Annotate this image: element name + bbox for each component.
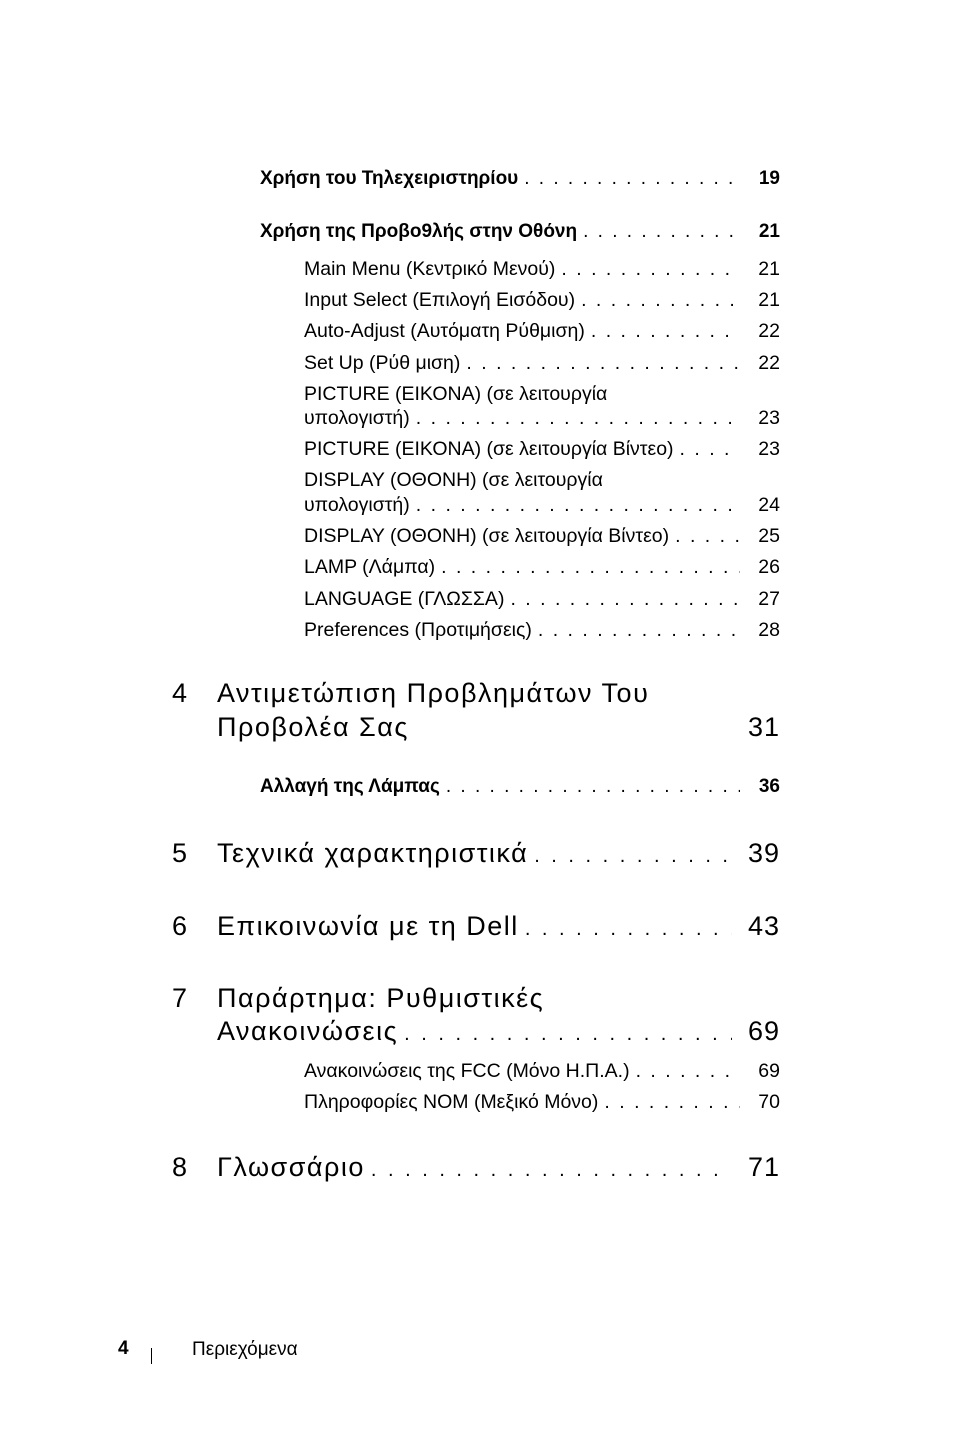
toc-entry-title: υπολογιστή) xyxy=(304,407,410,429)
leader-dots xyxy=(446,776,740,798)
toc-entry-title: Αλλαγή της Λάμπας xyxy=(260,776,440,797)
chapter-title-line1: Παράρτημα: Ρυθμιστικές xyxy=(217,983,545,1013)
leader-dots xyxy=(525,918,732,941)
chapter-title: Ανακοινώσεις xyxy=(217,1016,399,1046)
chapter-title: Προβολέα Σας xyxy=(217,712,409,742)
leader-dots xyxy=(591,320,740,343)
toc-entry-nom-info[interactable] xyxy=(304,1091,780,1114)
toc-chapter-regulatory[interactable] xyxy=(217,1016,780,1047)
leader-dots xyxy=(538,619,740,642)
toc-entry-page: 19 xyxy=(758,168,780,189)
toc-entry-remote-control[interactable] xyxy=(260,168,780,190)
leader-dots xyxy=(680,438,740,461)
toc-entry-fcc-notices[interactable] xyxy=(304,1060,780,1083)
chapter-page: 43 xyxy=(747,911,780,941)
toc-entry-page: 22 xyxy=(758,352,780,374)
toc-entry-picture-pc-line1: PICTURE (ΕΙΚΟΝΑ) (σε λειτουργία xyxy=(304,383,608,405)
toc-entry-page: 22 xyxy=(758,320,780,342)
toc-entry-title: Set Up (Ρύθ μιση) xyxy=(304,352,461,374)
toc-entry-title: DISPLAY (ΟΘΟΝΗ) (σε λειτουργία Βίντεο) xyxy=(304,525,670,547)
leader-dots xyxy=(675,525,740,548)
toc-entry-title: Χρήση του Τηλεχειριστηρίου xyxy=(260,168,519,189)
leader-dots xyxy=(510,588,740,611)
toc-entry-change-lamp[interactable] xyxy=(260,776,780,798)
leader-dots xyxy=(441,556,740,579)
toc-entry-title: Main Menu (Κεντρικό Μενού) xyxy=(304,258,556,280)
toc-entry-preferences[interactable] xyxy=(304,619,780,642)
leader-dots xyxy=(581,289,740,312)
toc-chapter-specifications[interactable] xyxy=(217,838,780,869)
toc-entry-page: 28 xyxy=(758,619,780,641)
toc-entry-page: 23 xyxy=(758,407,780,429)
toc-entry-picture-pc[interactable] xyxy=(304,407,780,430)
chapter-page: 71 xyxy=(747,1152,780,1182)
toc-entry-main-menu[interactable] xyxy=(304,258,780,281)
toc-entry-picture-video[interactable] xyxy=(304,438,780,461)
leader-dots xyxy=(404,1023,732,1046)
toc-entry-title: LAMP (Λάμπα) xyxy=(304,556,436,578)
toc-entry-title: PICTURE (ΕΙΚΟΝΑ) (σε λειτουργία Βίντεο) xyxy=(304,438,674,460)
chapter-number: 4 xyxy=(172,678,189,708)
footer-page-number: 4 xyxy=(118,1338,129,1359)
toc-entry-title: Preferences (Προτιμήσεις) xyxy=(304,619,532,641)
toc-entry-title: υπολογιστή) xyxy=(304,494,410,516)
chapter-number: 8 xyxy=(172,1152,189,1182)
chapter-page: 69 xyxy=(747,1016,780,1046)
chapter-title: Επικοινωνία με τη Dell xyxy=(217,911,519,941)
toc-entry-set-up[interactable] xyxy=(304,352,780,375)
toc-entry-page: 70 xyxy=(758,1091,780,1113)
leader-dots xyxy=(466,352,740,375)
toc-entry-page: 21 xyxy=(758,221,780,242)
chapter-title: Τεχνικά χαρακτηριστικά xyxy=(217,838,529,868)
toc-entry-lamp[interactable] xyxy=(304,556,780,579)
chapter-title-line1: Αντιμετώπιση Προβλημάτων Του xyxy=(217,678,650,708)
toc-entry-page: 23 xyxy=(758,438,780,460)
chapter-page: 31 xyxy=(747,712,780,742)
toc-entry-title: Χρήση της Προβο9λής στην Οθόνη xyxy=(260,221,578,242)
toc-entry-page: 24 xyxy=(758,494,780,516)
toc-entry-page: 26 xyxy=(758,556,780,578)
toc-entry-page: 21 xyxy=(758,258,780,280)
toc-entry-language[interactable] xyxy=(304,588,780,611)
chapter-title: Γλωσσάριο xyxy=(217,1152,365,1182)
toc-entry-display-video[interactable] xyxy=(304,525,780,548)
toc-entry-display-pc[interactable] xyxy=(304,494,780,517)
leader-dots xyxy=(371,1159,732,1182)
leader-dots xyxy=(416,407,740,430)
chapter-number: 7 xyxy=(172,983,189,1013)
toc-entry-page: 69 xyxy=(758,1060,780,1082)
leader-dots xyxy=(583,221,740,243)
chapter-page: 39 xyxy=(747,838,780,868)
chapter-number: 6 xyxy=(172,911,189,941)
toc-chapter-contact-dell[interactable] xyxy=(217,911,780,942)
toc-entry-title: Auto-Adjust (Αυτόματη Ρύθμιση) xyxy=(304,320,585,342)
toc-chapter-troubleshooting[interactable] xyxy=(217,712,780,743)
toc-chapter-glossary[interactable] xyxy=(217,1152,780,1183)
toc-entry-osd[interactable] xyxy=(260,221,780,243)
toc-entry-title: Input Select (Επιλογή Εισόδου) xyxy=(304,289,576,311)
toc-entry-page: 36 xyxy=(758,776,780,797)
footer-label: Περιεχόμενα xyxy=(192,1339,298,1360)
leader-dots xyxy=(636,1060,740,1083)
footer-divider xyxy=(151,1348,152,1364)
leader-dots xyxy=(604,1091,740,1114)
toc-entry-page: 25 xyxy=(758,525,780,547)
toc-entry-input-select[interactable] xyxy=(304,289,780,312)
toc-entry-title: Πληροφορίες NOM (Μεξικό Μόνο) xyxy=(304,1091,599,1113)
leader-dots xyxy=(534,845,732,868)
toc-entry-title: LANGUAGE (ΓΛΩΣΣΑ) xyxy=(304,588,505,610)
toc-entry-display-pc-line1: DISPLAY (ΟΘΟΝΗ) (σε λειτουργία xyxy=(304,469,603,491)
chapter-number: 5 xyxy=(172,838,189,868)
leader-dots xyxy=(561,258,740,281)
toc-entry-auto-adjust[interactable] xyxy=(304,320,780,343)
toc-entry-title: Ανακοινώσεις της FCC (Μόνο Η.Π.Α.) xyxy=(304,1060,630,1082)
leader-dots xyxy=(524,168,740,190)
toc-entry-page: 27 xyxy=(758,588,780,610)
toc-entry-page: 21 xyxy=(758,289,780,311)
leader-dots xyxy=(416,494,740,517)
